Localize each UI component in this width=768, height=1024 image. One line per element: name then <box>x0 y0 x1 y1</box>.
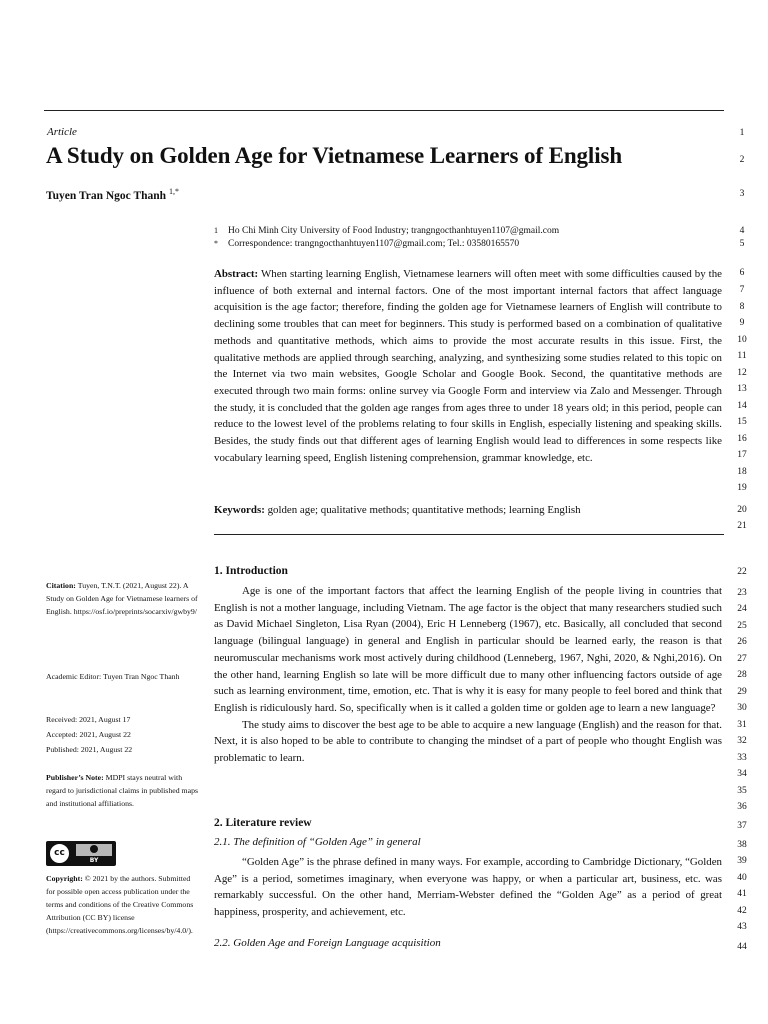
line-number: 42 <box>737 906 747 916</box>
subsection-heading-2-2: 2.2. Golden Age and Foreign Language acquisition <box>214 937 441 949</box>
subsection-heading-2-1: 2.1. The definition of “Golden Age” in general <box>214 836 421 848</box>
author-name: Tuyen Tran Ngoc Thanh <box>46 189 167 202</box>
section-heading-introduction: 1. Introduction <box>214 565 288 577</box>
introduction-body <box>214 583 722 767</box>
publisher-note <box>46 771 198 810</box>
line-number: 21 <box>737 521 747 531</box>
citation-link[interactable]: https://osf.io/preprints/socarxiv/gwby9/ <box>73 607 197 616</box>
line-number: 1 <box>739 128 745 138</box>
line-number: 2 <box>739 155 745 165</box>
line-number: 34 <box>737 769 747 779</box>
line-number: 10 <box>737 335 747 345</box>
line-number: 32 <box>737 736 747 746</box>
author-line <box>46 187 179 202</box>
abstract <box>214 266 722 466</box>
abstract-text: When starting learning English, Vietnamese learners will often meet with some difficulties caused by the influence of both external and internal factors. One of the most important internal factors that affect language acquisition is the age factor; therefore, finding the golden age for Vietnamese learners of English will contribute to declining some troubles that can meet for beginners. This study is performed based on a combination of qualitative methods and quantitative methods, which aims to provide the most accurate results in this issue. First, the qualitative methods are applied through searching, analyzing, and synthesizing some studies related to this topic on the Internet via two main websites, Google Scholar and Google Book. Second, the quantitative methods are executed through two main forms: online survey via Google Form and interview via Zalo and Messenger. Through the study, it is concluded that the golden age ranges from ages three to under 18 years old; in this period, people can reduce to the lowest level of the problems relating to four skills in English, especially listening and speaking skills. Besides, the study finds out that different ages of learning English would lead to differences in some respects like vocabulary learning speed, English listening comprehension, grammar knowledge, etc. <box>214 268 722 464</box>
line-number: 24 <box>737 604 747 614</box>
publisher-note-text: MDPI stays neutral with regard to jurisdictional claims in published maps and institutional affiliations. <box>46 773 199 808</box>
intro-paragraph-2: The study aims to discover the best age to be able to acquire a new language (English) and the reason for that. Next, it is also hoped to be able to contribute to changing the mindset of a part of people who thought English was problematic to learn. <box>214 718 722 765</box>
line-number: 31 <box>737 720 747 730</box>
paper-title: A Study on Golden Age for Vietnamese Learners of English <box>46 143 623 168</box>
line-number: 22 <box>737 567 747 577</box>
affiliation-text: Correspondence: trangngocthanhtuyen1107@gmail.com; Tel.: 03580165570 <box>228 239 520 249</box>
line-number: 4 <box>739 226 745 236</box>
by-label: BY <box>76 856 112 865</box>
line-number: 12 <box>737 368 747 378</box>
line-number: 11 <box>737 351 747 361</box>
attribution-person-icon <box>90 845 98 853</box>
abstract-rule <box>214 534 724 535</box>
line-number: 19 <box>737 483 747 493</box>
line-number: 26 <box>737 637 747 647</box>
line-number: 40 <box>737 873 747 883</box>
line-number: 13 <box>737 384 747 394</box>
affiliation-text: Ho Chi Minh City University of Food Industry; trangngocthanhtuyen1107@gmail.com <box>228 226 560 236</box>
line-number: 23 <box>737 588 747 598</box>
correspondence <box>214 239 519 249</box>
creative-commons-icon: cc <box>49 843 70 864</box>
line-number: 14 <box>737 401 747 411</box>
line-number: 35 <box>737 786 747 796</box>
line-number: 30 <box>737 703 747 713</box>
author-marks: 1,* <box>168 187 179 196</box>
abstract-label: Abstract: <box>214 268 259 280</box>
published-date: Published: 2021, August 22 <box>46 745 133 754</box>
line-number: 8 <box>739 302 745 312</box>
line-number: 9 <box>739 318 745 328</box>
keywords-label: Keywords: <box>214 504 265 516</box>
academic-editor: Academic Editor: Tuyen Tran Ngoc Thanh <box>46 672 180 681</box>
line-number: 39 <box>737 856 747 866</box>
article-type-label: Article <box>47 126 77 138</box>
keywords-text: golden age; qualitative methods; quantitative methods; learning English <box>267 504 581 516</box>
line-number: 44 <box>737 942 747 952</box>
line-number: 15 <box>737 417 747 427</box>
citation-block <box>46 579 198 618</box>
line-number: 7 <box>739 285 745 295</box>
citation-text: Tuyen, T.N.T. (2021, August 22). A Study on Golden Age for Vietnamese learners of English. <box>46 581 198 616</box>
header-rule <box>44 110 724 111</box>
affiliation-mark: * <box>214 239 218 248</box>
line-number: 28 <box>737 670 747 680</box>
line-number: 41 <box>737 889 747 899</box>
copyright-text: © 2021 by the authors. Submitted for possible open access publication under the terms and conditions of the Creative Commons Attribution (CC BY) license (https://creativecommons.org/licenses/by/4.0/). <box>46 874 194 935</box>
line-number: 18 <box>737 467 747 477</box>
affiliation-1 <box>214 226 559 236</box>
line-number: 16 <box>737 434 747 444</box>
citation-label: Citation: <box>46 581 76 590</box>
line-number: 38 <box>737 840 747 850</box>
copyright-block <box>46 872 198 937</box>
line-number: 5 <box>739 239 745 249</box>
line-number: 27 <box>737 654 747 664</box>
cc-by-license-badge[interactable] <box>46 841 116 866</box>
line-number: 3 <box>739 189 745 199</box>
intro-paragraph-1: Age is one of the important factors that affect the learning English of the people living in countries that English is not a mother language, including Vietnam. The age factor is the object that many researchers studied such as David Michael Singleton, Lisa Ryan (2004), Eric H Lenneberg (1967), etc. Basically, all concluded that second language (bilingual language) in general and English in particular should be learned early, the reason is that neuromuscular mechanisms work most actively during childhood (Lenneberg, 1967, Nghi, 2020, & Nghi,2016). On the other hand, learning English so late will be more difficult due to many other influencing factors outside of age such as learning environment, time, emotion, etc. That is why it is easy for many people to feel bored and think that English is ridiculously hard. So, specifically when is it called a golden time or golden age to learn a new language? <box>214 585 722 714</box>
line-number: 29 <box>737 687 747 697</box>
line-number: 17 <box>737 450 747 460</box>
line-number: 37 <box>737 821 747 831</box>
received-date: Received: 2021, August 17 <box>46 715 131 724</box>
literature-review-body <box>214 854 722 921</box>
copyright-label: Copyright: <box>46 874 83 883</box>
line-number: 25 <box>737 621 747 631</box>
accepted-date: Accepted: 2021, August 22 <box>46 730 131 739</box>
lit-paragraph-1: “Golden Age” is the phrase defined in many ways. For example, according to Cambridge Dictionary, “Golden Age” is a period, sometimes imaginary, when everyone was happy, or when a particular art, business, etc. was remarkably successful. On the other hand, Merriam-Webster defined the “Golden Age” as a period of great happiness, prosperity, and achievement, etc. <box>214 856 722 919</box>
publisher-note-label: Publisher’s Note: <box>46 773 104 782</box>
line-number: 20 <box>737 505 747 515</box>
line-number: 43 <box>737 922 747 932</box>
line-number: 33 <box>737 753 747 763</box>
keywords <box>214 502 722 519</box>
line-number: 36 <box>737 802 747 812</box>
line-number: 6 <box>739 268 745 278</box>
section-heading-literature-review: 2. Literature review <box>214 817 312 829</box>
affiliation-mark: 1 <box>214 226 218 235</box>
